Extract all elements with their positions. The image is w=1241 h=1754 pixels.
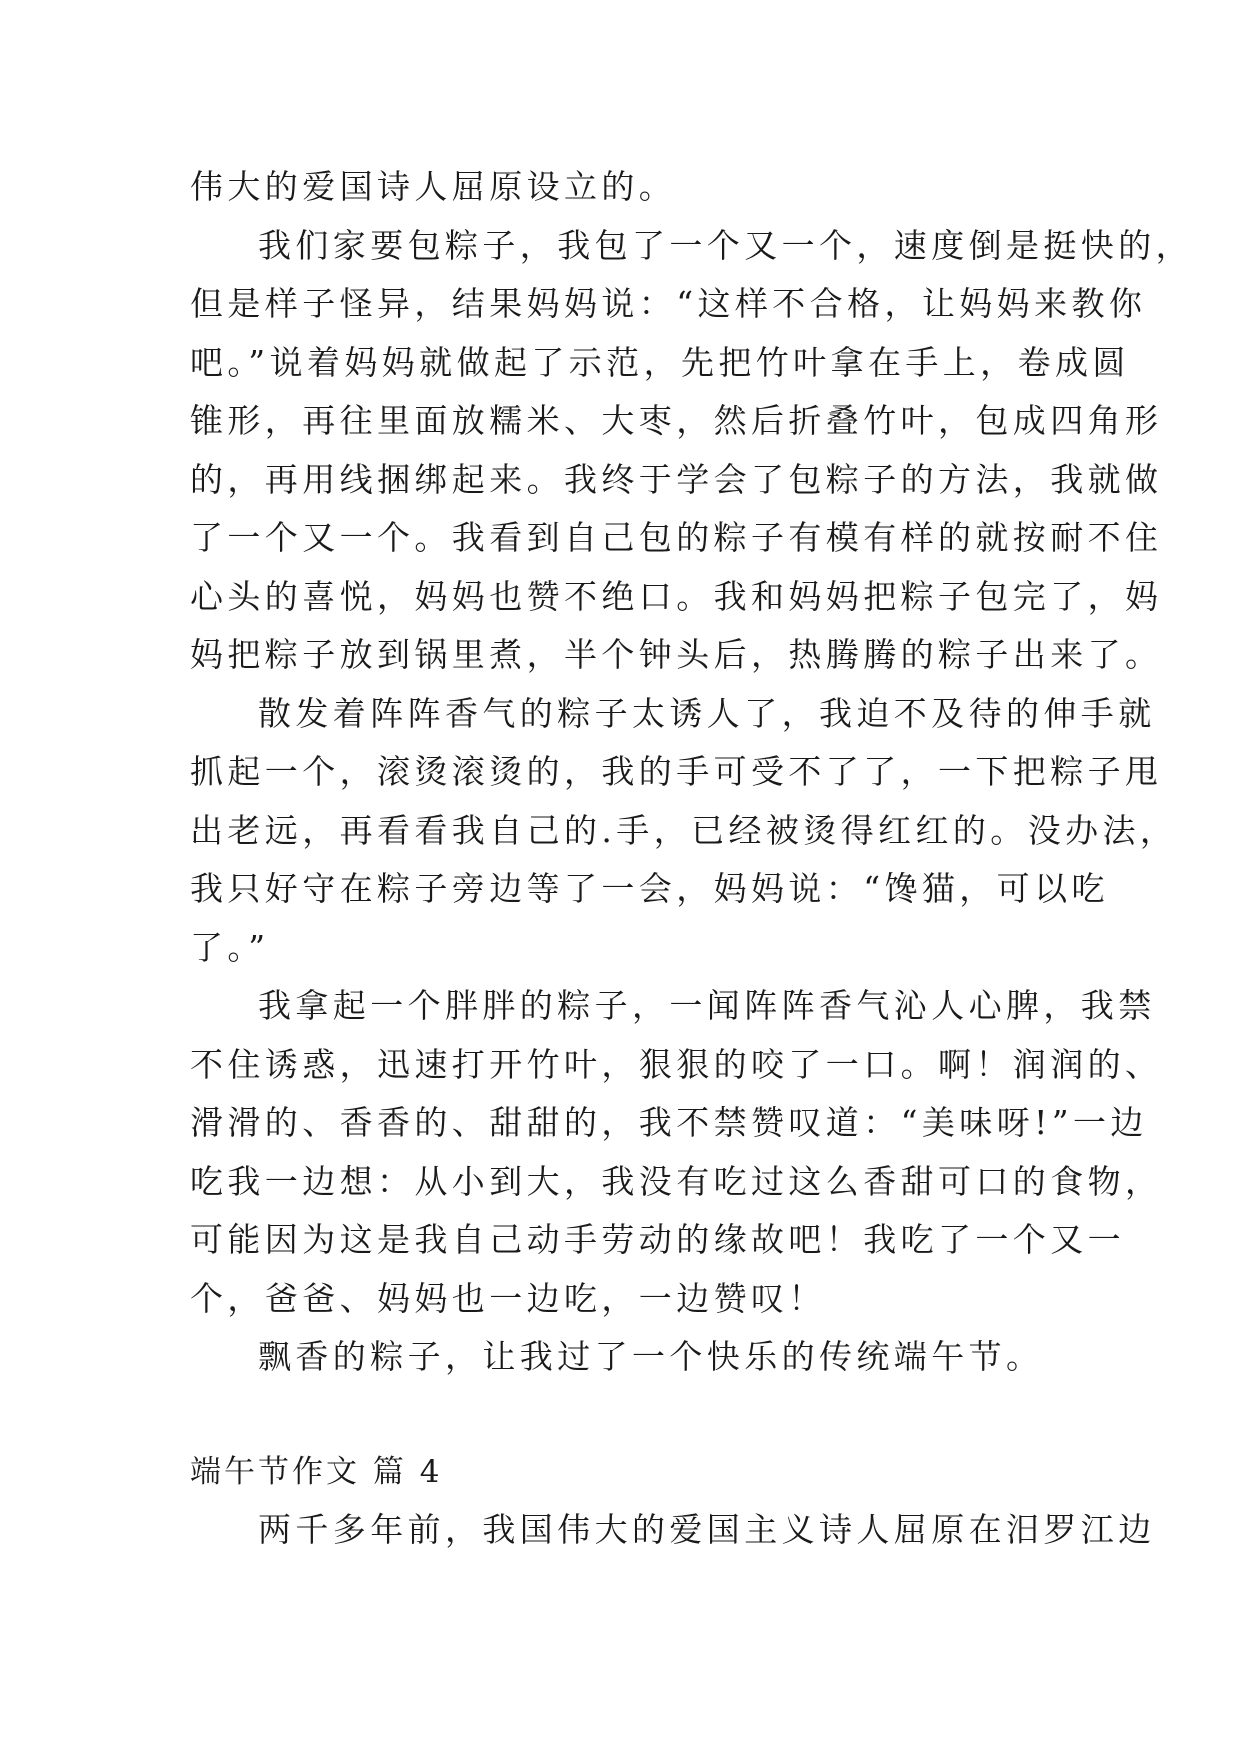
- paragraph: [190, 1328, 1060, 1387]
- text-line: 出老远，再看看我自己的.手，已经被烫得红红的。没办法，: [190, 810, 1178, 850]
- section-gap: [190, 1387, 1060, 1443]
- paragraph: [190, 977, 1163, 1328]
- text-line: 了一个又一个。我看到自己包的粽子有模有样的就按耐不住: [190, 518, 1163, 557]
- text-line: 心头的喜悦，妈妈也赞不绝口。我和妈妈把粽子包完了，妈: [190, 576, 1163, 616]
- text-line: 的，再用线捆绑起来。我终于学会了包粽子的方法，我就做: [190, 459, 1163, 499]
- text-line: 我们家要包粽子，我包了一个又一个，速度倒是挺快的，: [258, 225, 1193, 265]
- text-line: 不住诱惑，迅速打开竹叶，狠狠的咬了一口。啊！润润的、: [190, 1044, 1163, 1084]
- paragraph: [190, 158, 1060, 217]
- text-line: 飘香的粽子，让我过了一个快乐的传统端午节。: [258, 1337, 1044, 1376]
- text-line: 个，爸爸、妈妈也一边吃，一边赞叹！: [190, 1278, 826, 1318]
- text-line: 我拿起一个胖胖的粽子，一闻阵阵香气沁人心脾，我禁: [258, 986, 1156, 1025]
- text-line: 滑滑的、香香的、甜甜的，我不禁赞叹道：“美味呀!”一边: [190, 1103, 1148, 1142]
- text-line: 可能因为这是我自己动手劳动的缘故吧！我吃了一个又一: [190, 1220, 1125, 1259]
- paragraph: [190, 685, 1178, 978]
- text-line: 锥形，再往里面放糯米、大枣，然后折叠竹叶，包成四角形: [190, 401, 1163, 440]
- text-line: 但是样子怪异，结果妈妈说：“这样不合格，让妈妈来教你: [190, 284, 1147, 323]
- text-line: 妈把粽子放到锅里煮，半个钟头后，热腾腾的粽子出来了。: [190, 635, 1163, 674]
- text-line: 吧。”说着妈妈就做起了示范，先把竹叶拿在手上，卷成圆: [190, 342, 1130, 382]
- text-line: 了。”: [190, 927, 270, 967]
- heading-text: 端午节作文 篇 4: [190, 1453, 443, 1490]
- text-line: 两千多年前，我国伟大的爱国主义诗人屈原在汨罗江边: [258, 1510, 1156, 1549]
- paragraph: [190, 1501, 1156, 1560]
- text-line: 伟大的爱国诗人屈原设立的。: [190, 167, 677, 206]
- section-heading: [190, 1443, 1060, 1502]
- text-line: 我只好守在粽子旁边等了一会，妈妈说：“馋猫，可以吃: [190, 869, 1109, 908]
- text-line: 吃我一边想：从小到大，我没有吃过这么香甜可口的食物，: [190, 1161, 1163, 1201]
- text-line: 散发着阵阵香气的粽子太诱人了，我迫不及待的伸手就: [258, 693, 1156, 733]
- document-body: [190, 158, 1193, 1560]
- text-line: 抓起一个，滚烫滚烫的，我的手可受不了了，一下把粽子甩: [190, 752, 1163, 791]
- paragraph: [190, 217, 1193, 685]
